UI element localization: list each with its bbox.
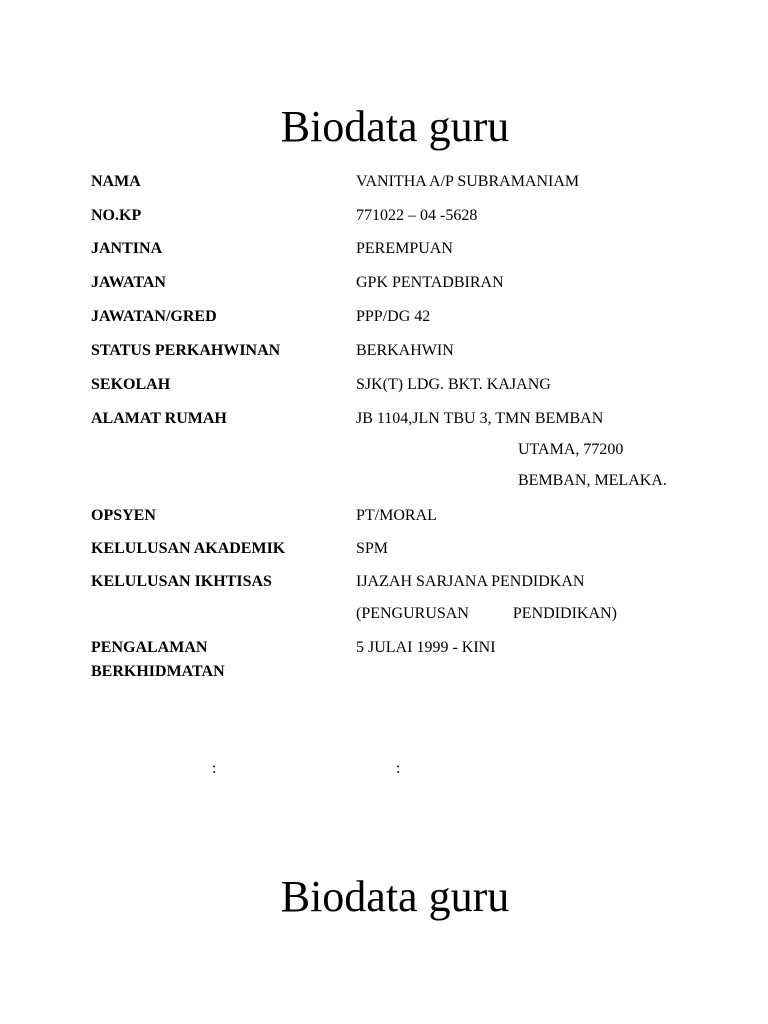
label-jantina: JANTINA <box>91 240 163 257</box>
label-no-kp: NO.KP <box>91 207 142 224</box>
value-alamat-rumah-line3: BEMBAN, MELAKA. <box>518 472 667 489</box>
label-status-perkahwinan: STATUS PERKAHWINAN <box>91 342 281 359</box>
value-pengalaman-berkhidmatan: 5 JULAI 1999 - KINI <box>356 639 496 656</box>
colon-marker-2: : <box>396 760 401 777</box>
value-opsyen: PT/MORAL <box>356 507 437 524</box>
page-title-repeat: Biodata guru <box>280 872 510 921</box>
value-nama: VANITHA A/P SUBRAMANIAM <box>356 173 580 190</box>
label-berkhidmatan: BERKHIDMATAN <box>91 663 225 680</box>
value-status-perkahwinan: BERKAHWIN <box>356 342 454 359</box>
value-kelulusan-akademik: SPM <box>356 540 389 557</box>
value-sekolah: SJK(T) LDG. BKT. KAJANG <box>356 376 551 393</box>
value-alamat-rumah: JB 1104,JLN TBU 3, TMN BEMBAN <box>356 410 604 427</box>
value-jantina: PEREMPUAN <box>356 240 453 257</box>
value-jawatan: GPK PENTADBIRAN <box>356 274 504 291</box>
label-jawatan: JAWATAN <box>91 274 166 291</box>
page-title: Biodata guru <box>280 102 510 151</box>
value-jawatan-gred: PPP/DG 42 <box>356 308 431 325</box>
value-kelulusan-ikhtisas-line2 <box>356 602 617 626</box>
label-sekolah: SEKOLAH <box>91 376 171 393</box>
value-no-kp: 771022 – 04 -5628 <box>356 207 478 224</box>
label-pengalaman: PENGALAMAN <box>91 639 208 656</box>
value-kelulusan-ikhtisas-line2b: PENDIDIKAN) <box>512 605 617 622</box>
label-kelulusan-ikhtisas: KELULUSAN IKHTISAS <box>91 573 272 590</box>
value-alamat-rumah-line2: UTAMA, 77200 <box>518 441 624 458</box>
label-kelulusan-akademik: KELULUSAN AKADEMIK <box>91 540 286 557</box>
colon-marker-1: : <box>212 760 217 777</box>
value-kelulusan-ikhtisas: IJAZAH SARJANA PENDIDKAN <box>356 573 585 590</box>
label-nama: NAMA <box>91 173 141 190</box>
label-jawatan-gred: JAWATAN/GRED <box>91 308 217 325</box>
label-opsyen: OPSYEN <box>91 507 156 524</box>
label-alamat-rumah: ALAMAT RUMAH <box>91 410 227 427</box>
value-kelulusan-ikhtisas-line2a: (PENGURUSAN <box>356 605 469 622</box>
